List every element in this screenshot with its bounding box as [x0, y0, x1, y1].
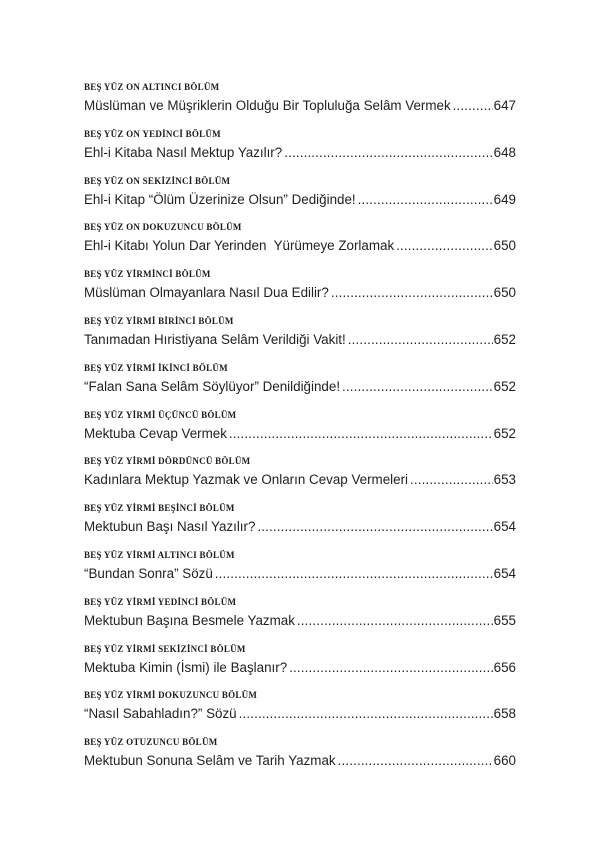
- chapter-heading: BEŞ YÜZ YİRMİ ÜÇÜNCÜ BÖLÜM: [84, 409, 237, 420]
- chapter-title: Ehl-i Kitap “Ölüm Üzerinize Olsun” Dediğinde!: [84, 191, 356, 207]
- toc-line: [84, 564, 516, 583]
- toc-entry: [84, 643, 516, 690]
- chapter-title: “Falan Sana Selâm Söylüyor” Denildiğinde!: [84, 378, 341, 394]
- dot-leader: [229, 424, 493, 443]
- page-number: 654: [493, 519, 516, 535]
- chapter-heading: BEŞ YÜZ YİRMİ DOKUZUNCU BÖLÜM: [84, 690, 258, 701]
- page-number: 655: [493, 612, 516, 628]
- chapter-title: “Nasıl Sabahladın?” Sözü: [84, 706, 237, 722]
- chapter-title: Kadınlara Mektup Yazmak ve Onların Cevap Vermeleri: [84, 472, 409, 488]
- toc-entry: [84, 362, 516, 409]
- toc-line: [84, 377, 516, 396]
- toc-line: [84, 330, 516, 349]
- chapter-heading: BEŞ YÜZ YİRMİ ALTINCI BÖLÜM: [84, 549, 235, 560]
- page-number: 649: [493, 191, 516, 207]
- chapter-title: Mektubun Sonuna Selâm ve Tarih Yazmak: [84, 753, 336, 769]
- chapter-title: Mektuba Cevap Vermek: [84, 425, 227, 441]
- chapter-heading: BEŞ YÜZ YİRMİ DÖRDÜNCÜ BÖLÜM: [84, 456, 251, 467]
- toc-entry: [84, 128, 516, 175]
- chapter-heading: BEŞ YÜZ YİRMİ SEKİZİNCİ BÖLÜM: [84, 643, 246, 654]
- chapter-title: Müslüman ve Müşriklerin Olduğu Bir Topluluğa Selâm Vermek: [84, 98, 451, 113]
- page-number: 652: [493, 331, 516, 347]
- chapter-title: Müslüman Olmayanlara Nasıl Dua Edilir?: [84, 285, 329, 301]
- dot-leader: [289, 658, 493, 677]
- chapter-heading: BEŞ YÜZ ON SEKİZİNCİ BÖLÜM: [84, 175, 231, 186]
- toc-entry: [84, 268, 516, 315]
- toc-line: [84, 751, 516, 770]
- dot-leader: [215, 564, 493, 583]
- dot-leader: [410, 470, 493, 489]
- page-number: 653: [493, 472, 516, 488]
- dot-leader: [338, 751, 493, 770]
- chapter-title: Ehl-i Kitaba Nasıl Mektup Yazılır?: [84, 144, 283, 160]
- chapter-title: Tanımadan Hıristiyana Selâm Verildiği Vakit!: [84, 331, 346, 347]
- toc-line: [84, 704, 516, 723]
- toc-entry: [84, 315, 516, 362]
- toc-entry: [84, 736, 516, 783]
- page-number: 652: [493, 425, 516, 441]
- dot-leader: [331, 283, 493, 302]
- toc-entry: [84, 689, 516, 736]
- toc-line: [84, 143, 516, 162]
- page-number: 648: [493, 144, 516, 160]
- toc-line: [84, 424, 516, 443]
- page-number: 658: [493, 706, 516, 722]
- dot-leader: [342, 377, 493, 396]
- page-number: 656: [493, 659, 516, 675]
- dot-leader: [396, 236, 493, 255]
- page-number: 647: [493, 98, 516, 113]
- toc-line: [84, 96, 516, 115]
- toc-entry: [84, 455, 516, 502]
- toc-entry: [84, 221, 516, 268]
- chapter-heading: BEŞ YÜZ YİRMİNCİ BÖLÜM: [84, 269, 211, 280]
- chapter-heading: BEŞ YÜZ OTUZUNCU BÖLÜM: [84, 737, 218, 748]
- toc-line: [84, 517, 516, 536]
- page-number: 650: [493, 238, 516, 254]
- toc-entry: [84, 596, 516, 643]
- dot-leader: [348, 330, 493, 349]
- toc-line: [84, 611, 516, 630]
- dot-leader: [297, 611, 493, 630]
- page-number: 652: [493, 378, 516, 394]
- page-number: 650: [493, 285, 516, 301]
- toc-entry: [84, 409, 516, 456]
- dot-leader: [358, 190, 493, 209]
- dot-leader: [257, 517, 492, 536]
- chapter-title: “Bundan Sonra” Sözü: [84, 565, 213, 581]
- dot-leader: [453, 96, 493, 115]
- toc-line: [84, 658, 516, 677]
- chapter-heading: BEŞ YÜZ ON YEDİNCİ BÖLÜM: [84, 128, 221, 139]
- chapter-heading: BEŞ YÜZ YİRMİ İKİNCİ BÖLÜM: [84, 362, 228, 373]
- chapter-title: Ehl-i Kitabı Yolun Dar Yerinden Yürümeye Zorlamak: [84, 238, 395, 254]
- chapter-title: Mektubun Başına Besmele Yazmak: [84, 612, 295, 628]
- dot-leader: [239, 704, 493, 723]
- page-number: 654: [493, 565, 516, 581]
- chapter-title: Mektuba Kimin (İsmi) ile Başlanır?: [84, 659, 288, 675]
- chapter-heading: BEŞ YÜZ YİRMİ BİRİNCİ BÖLÜM: [84, 315, 234, 326]
- toc-line: [84, 470, 516, 489]
- chapter-title: Mektubun Başı Nasıl Yazılır?: [84, 519, 256, 535]
- chapter-heading: BEŞ YÜZ YİRMİ YEDİNCİ BÖLÜM: [84, 596, 237, 607]
- toc-line: [84, 283, 516, 302]
- page-number: 660: [493, 753, 516, 769]
- chapter-heading: BEŞ YÜZ ON ALTINCI BÖLÜM: [84, 82, 220, 92]
- chapter-heading: BEŞ YÜZ ON DOKUZUNCU BÖLÜM: [84, 222, 242, 233]
- toc-line: [84, 236, 516, 255]
- chapter-heading: BEŞ YÜZ YİRMİ BEŞİNCİ BÖLÜM: [84, 503, 235, 514]
- table-of-contents: [84, 81, 516, 783]
- toc-entry: [84, 81, 516, 128]
- dot-leader: [284, 143, 492, 162]
- toc-entry: [84, 502, 516, 549]
- toc-entry: [84, 549, 516, 596]
- toc-line: [84, 190, 516, 209]
- toc-entry: [84, 175, 516, 222]
